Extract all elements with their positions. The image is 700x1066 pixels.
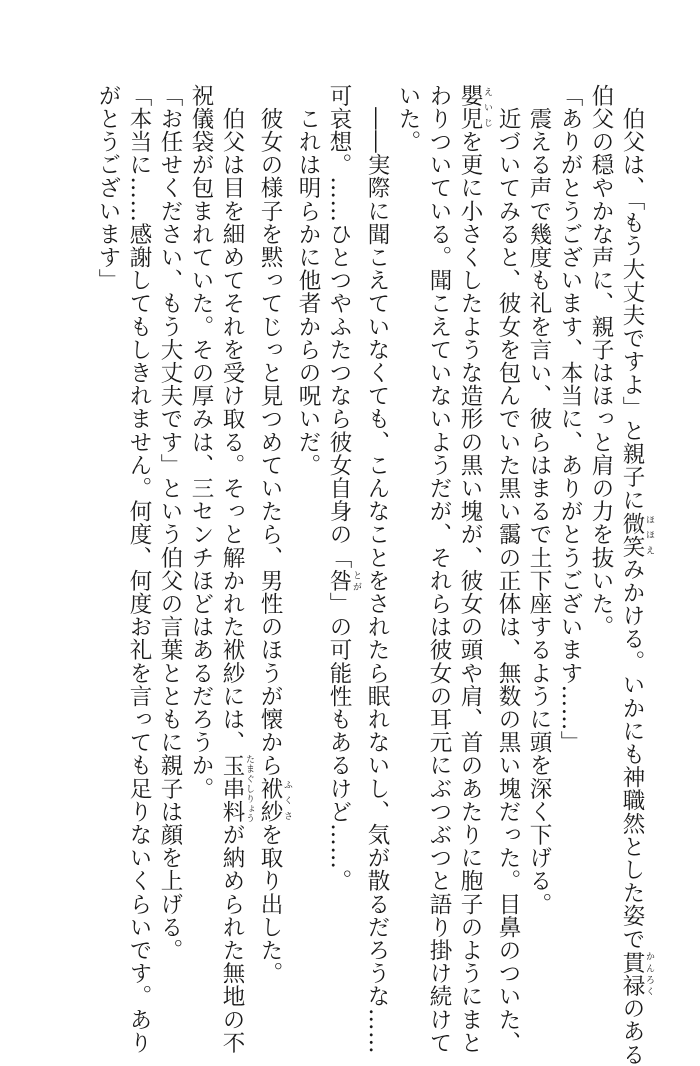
text-segment: ――実際に聞こえていなくても、こんなことをされたら眠れないし、気が散るだろうな……: [364, 84, 390, 1055]
text-segment: 震える声で幾度も礼を言い、彼らはまるで土下座するように頭を深く下げる。: [526, 84, 552, 916]
ruby-reading: ほほえ: [644, 511, 654, 558]
ruby-annotation: [457, 84, 492, 131]
text-segment: が納められた無地の不: [219, 823, 245, 1055]
ruby-base: 袱紗: [257, 777, 283, 824]
ruby-base: 咎: [326, 569, 352, 593]
text-segment: を取り出した。: [257, 823, 283, 985]
text-segment: 可哀想。……ひとつやふたつなら彼女自身の「: [326, 84, 352, 570]
text-segment: のある: [619, 996, 645, 1066]
text-line: [523, 84, 554, 984]
text-segment: 「お任せください、もう大丈夫です」という伯父の言葉とともに親子は顔を上げる。: [157, 84, 183, 962]
text-segment: いた。: [395, 84, 421, 154]
vertical-text-block: [34, 84, 654, 1066]
text-line: [185, 84, 216, 984]
text-line: [585, 84, 616, 984]
text-segment: 祝儀袋が包まれていた。その厚みは、三センチほどはあるだろうか。: [188, 84, 214, 801]
ruby-reading: かんろく: [644, 950, 654, 997]
text-line: [254, 84, 292, 984]
text-segment: これは明らかに他者からの呪いだ。: [295, 84, 321, 477]
text-line: [423, 84, 454, 1055]
ruby-annotation: [219, 753, 254, 824]
text-segment: 」の可能性もあるけど……。: [326, 592, 352, 893]
text-line: [323, 84, 361, 984]
text-line: [392, 84, 423, 984]
ruby-annotation: [326, 569, 361, 593]
text-line: [361, 84, 392, 1055]
text-segment: 彼女の様子を黙ってじっと見つめていたら、男性のほうが懐から: [257, 84, 283, 777]
ruby-annotation: [257, 777, 292, 824]
ruby-reading: たまぐしりょう: [244, 753, 254, 824]
ruby-base: 玉串料: [219, 753, 245, 824]
text-line: [554, 84, 585, 984]
text-segment: 伯父の穏やかな声に、親子はほっと肩の力を抜いた。: [588, 84, 614, 639]
text-segment: がとうございます」: [95, 84, 121, 292]
text-segment: みかける。いかにも神職然とした姿で: [619, 557, 645, 951]
text-segment: わりついている。聞こえていないようだが、それらは彼女の耳元にぶつぶつと語り掛け続けて: [426, 84, 452, 1055]
ruby-reading: とが: [351, 569, 361, 593]
text-line: [92, 84, 123, 984]
text-line: [616, 84, 654, 1066]
text-line: [292, 84, 323, 984]
text-segment: 伯父は目を細めてそれを受け取る。そっと解かれた袱紗には、: [219, 84, 245, 754]
text-segment: を更に小さくしたような造形の黒い塊が、彼女の頭や肩、首のあたりに胞子のようにまと: [457, 130, 483, 1055]
text-line: [123, 84, 154, 1055]
text-line: [454, 84, 492, 1055]
ruby-reading: ふくさ: [282, 777, 292, 824]
ruby-reading: えいじ: [482, 84, 492, 131]
text-line: [216, 84, 254, 1055]
ruby-base: 微笑: [619, 511, 645, 558]
text-segment: 「ありがとうございます、本当に、ありがとうございます……」: [557, 84, 583, 754]
text-segment: 「本当に……感謝してもしきれません。何度、何度お礼を言っても足りないくらいです。あり: [126, 84, 152, 1055]
text-segment: 伯父は、「もう大丈夫ですよ」と親子に: [619, 84, 645, 512]
text-line: [492, 84, 523, 1055]
ruby-base: 嬰児: [457, 84, 483, 131]
text-line: [154, 84, 185, 984]
ruby-annotation: [619, 950, 654, 997]
ruby-base: 貫禄: [619, 950, 645, 997]
text-segment: 近づいてみると、彼女を包んでいた黒い靄の正体は、無数の黒い塊だった。目鼻のついた、: [495, 84, 521, 1055]
ruby-annotation: [619, 511, 654, 558]
